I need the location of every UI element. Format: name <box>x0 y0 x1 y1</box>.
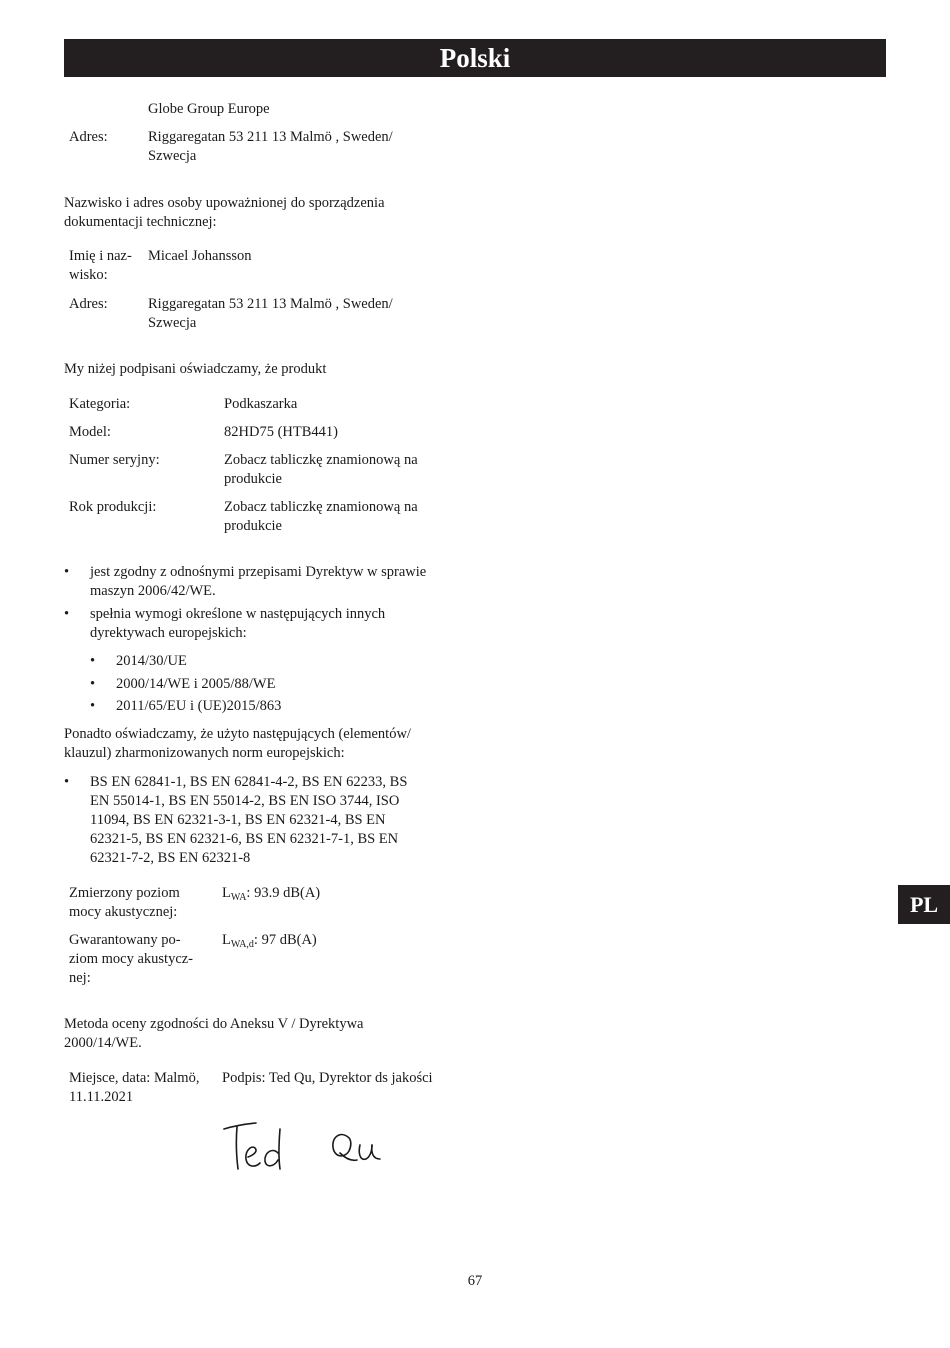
standards-line: EN 55014-1, BS EN 55014-2, BS EN ISO 3744, ISO <box>90 793 400 809</box>
product-serial-value-line1: Zobacz tabliczkę znamionową na <box>224 452 418 468</box>
compliance-bullet2-line1: spełnia wymogi określone w następujących innych <box>90 606 386 622</box>
page-number: 67 <box>467 1273 483 1289</box>
section-header <box>64 39 886 77</box>
guaranteed-label-line3: nej: <box>69 970 91 986</box>
manufacturer-name: Globe Group Europe <box>148 101 270 117</box>
standards-intro-line2: klauzul) zharmonizowanych norm europejskich: <box>64 745 345 761</box>
product-model-label: Model: <box>69 424 111 440</box>
product-category-value: Podkaszarka <box>224 396 298 412</box>
product-model-value: 82HD75 (HTB441) <box>224 424 338 440</box>
product-serial-label: Numer seryjny: <box>69 452 160 468</box>
technical-doc-intro-line2: dokumentacji technicznej: <box>64 214 217 230</box>
bullet-marker: • <box>64 774 70 790</box>
standards-line: 62321-7-2, BS EN 62321-8 <box>90 850 251 866</box>
language-tab <box>898 885 950 924</box>
bullet-marker: • <box>90 676 96 692</box>
technical-doc-address-label: Adres: <box>69 296 108 312</box>
measured-symbol: L <box>222 885 231 901</box>
technical-doc-name-label-line2: wisko: <box>69 267 108 283</box>
bullet-marker: • <box>90 698 96 714</box>
compliance-bullet1-line1: jest zgodny z odnośnymi przepisami Dyrektyw w sprawie <box>90 564 427 580</box>
manufacturer-address-line2: Szwecja <box>148 148 197 164</box>
signature-label: Podpis: Ted Qu, Dyrektor ds jakości <box>222 1070 433 1086</box>
technical-doc-address-line1: Riggaregatan 53 211 13 Malmö , Sweden/ <box>148 296 393 312</box>
product-year-value-line1: Zobacz tabliczkę znamionową na <box>224 499 418 515</box>
assessment-line2: 2000/14/WE. <box>64 1035 142 1051</box>
standards-intro-line1: Ponadto oświadczamy, że użyto następujących (elementów/ <box>64 726 411 742</box>
section-title: Polski <box>439 42 511 73</box>
technical-doc-intro-line1: Nazwisko i adres osoby upoważnionej do sporządzenia <box>64 195 385 211</box>
guaranteed-subscript: WA,d <box>230 939 254 950</box>
manufacturer-address-line1: Riggaregatan 53 211 13 Malmö , Sweden/ <box>148 129 393 145</box>
guaranteed-number: : 97 dB(A) <box>253 932 317 948</box>
guaranteed-label-line2: ziom mocy akustycz- <box>69 951 194 967</box>
standards-line: BS EN 62841-1, BS EN 62841-4-2, BS EN 62233, BS <box>90 774 408 790</box>
bullet-marker: • <box>90 653 96 669</box>
place-date-line2: 11.11.2021 <box>69 1089 134 1105</box>
manufacturer-address-label: Adres: <box>69 129 108 145</box>
assessment-line1: Metoda oceny zgodności do Aneksu V / Dyrektywa <box>64 1016 364 1032</box>
language-tab-label: PL <box>909 892 939 917</box>
technical-doc-name-value: Micael Johansson <box>148 248 252 264</box>
measured-value <box>222 884 320 903</box>
product-year-value-line2: produkcie <box>224 518 282 534</box>
measured-subscript: WA <box>230 892 247 903</box>
standards-line: 11094, BS EN 62321-3-1, BS EN 62321-4, BS EN <box>90 812 386 828</box>
place-date-line1: Miejsce, data: Malmö, <box>69 1070 200 1086</box>
compliance-bullet1-line2: maszyn 2006/42/WE. <box>90 583 216 599</box>
bullet-marker: • <box>64 564 70 580</box>
standards-line: 62321-5, BS EN 62321-6, BS EN 62321-7-1, BS EN <box>90 831 399 847</box>
measured-label-line1: Zmierzony poziom <box>69 885 180 901</box>
measured-label-line2: mocy akustycznej: <box>69 904 178 920</box>
directive-item: 2000/14/WE i 2005/88/WE <box>116 676 276 692</box>
guaranteed-symbol: L <box>222 932 231 948</box>
guaranteed-value <box>222 931 317 950</box>
compliance-bullet2-line2: dyrektywach europejskich: <box>90 625 247 641</box>
directive-item: 2014/30/UE <box>116 653 187 669</box>
technical-doc-name-label-line1: Imię i naz- <box>69 248 132 264</box>
product-serial-value-line2: produkcie <box>224 471 282 487</box>
directive-item: 2011/65/EU i (UE)2015/863 <box>116 698 282 714</box>
bullet-marker: • <box>64 606 70 622</box>
product-year-label: Rok produkcji: <box>69 499 157 515</box>
measured-number: : 93.9 dB(A) <box>246 885 321 901</box>
product-category-label: Kategoria: <box>69 396 131 412</box>
declaration-intro: My niżej podpisani oświadczamy, że produkt <box>64 361 327 377</box>
guaranteed-label-line1: Gwarantowany po- <box>69 932 181 948</box>
technical-doc-address-line2: Szwecja <box>148 315 197 331</box>
handwritten-signature <box>220 1115 390 1177</box>
